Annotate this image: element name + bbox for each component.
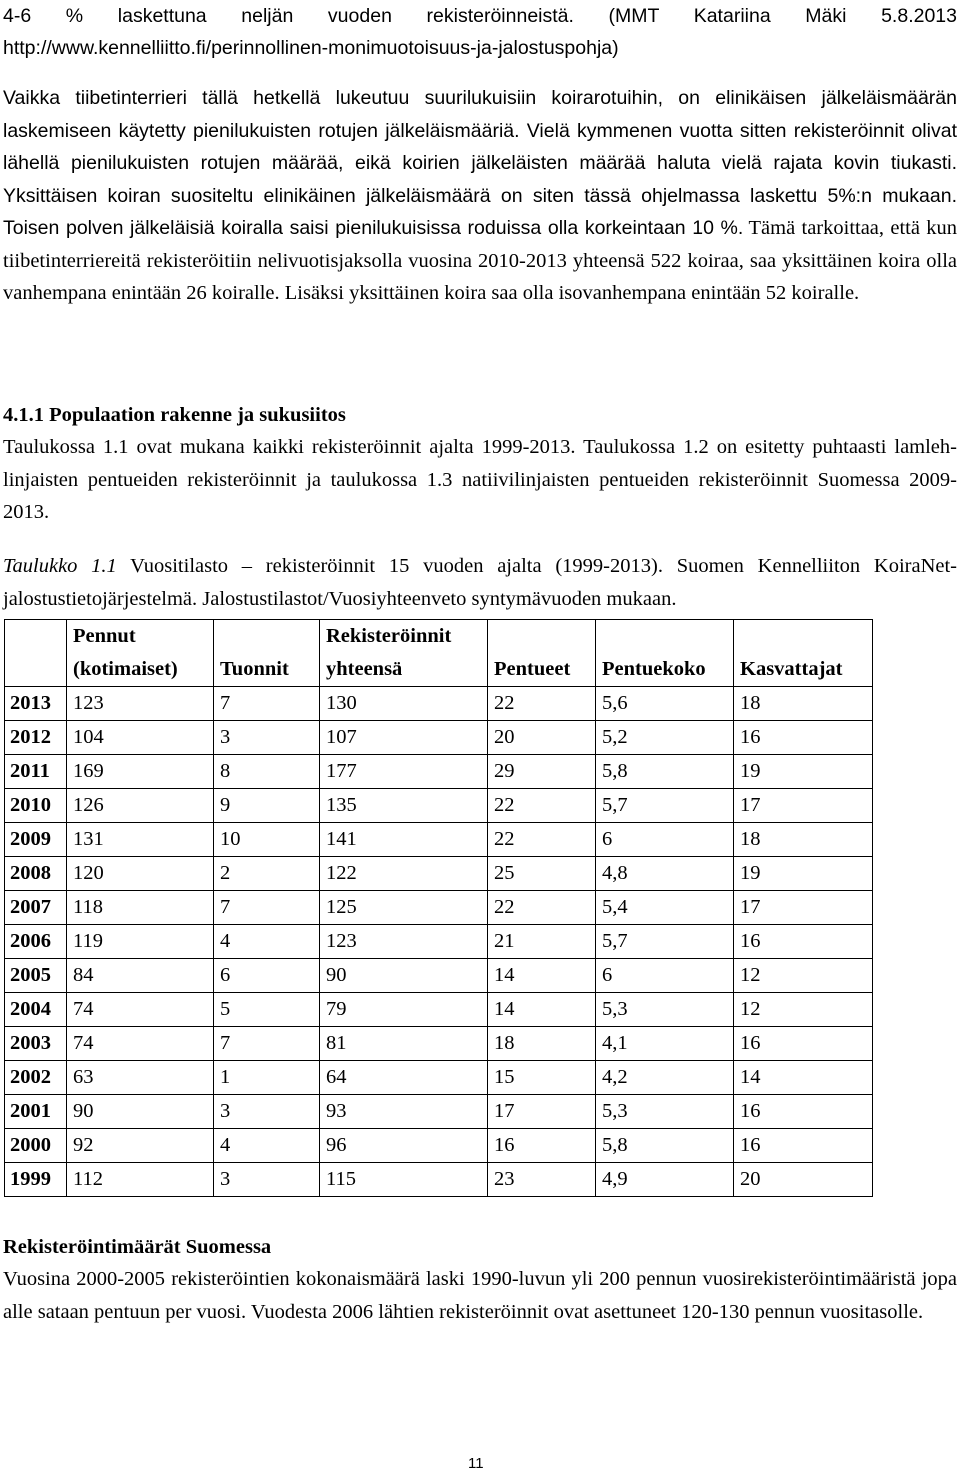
table-row [5,959,873,993]
table-cell: 22 [488,823,596,857]
table-cell: 20 [488,721,596,755]
table-cell: 107 [320,721,488,755]
table-cell: 64 [320,1061,488,1095]
table-cell: 1 [214,1061,320,1095]
table-cell: 6 [214,959,320,993]
table-cell: 16 [488,1129,596,1163]
table-cell: 4,9 [596,1163,734,1197]
header-tuonnit: Tuonnit [214,620,320,687]
table-cell-year: 2010 [5,789,67,823]
table-cell: 9 [214,789,320,823]
table-row [5,1027,873,1061]
table-cell: 20 [734,1163,873,1197]
table-cell: 84 [67,959,214,993]
table-row [5,687,873,721]
table-cell-year: 1999 [5,1163,67,1197]
table-cell: 14 [488,993,596,1027]
table-caption-label: Taulukko 1.1 [3,555,117,577]
table-cell-year: 2000 [5,1129,67,1163]
table-caption-text: Vuositilasto – rekisteröinnit 15 vuoden ajalta (1999-2013). Suomen Kennelliiton KoiraNet-jalostustietojärjestelmä. Jalostustilastot/Vuosiyhteenveto syntymävuoden mukaan. [3,555,957,610]
table-cell: 5,3 [596,1095,734,1129]
registration-heading: Rekisteröintimäärät Suomessa [3,1236,272,1258]
table-cell: 29 [488,755,596,789]
table-cell: 8 [214,755,320,789]
table-row [5,721,873,755]
table-cell-year: 2011 [5,755,67,789]
table-cell: 14 [734,1061,873,1095]
table-cell: 141 [320,823,488,857]
table-cell: 16 [734,1027,873,1061]
table-cell-year: 2005 [5,959,67,993]
table-cell: 16 [734,925,873,959]
page-number: 11 [468,1455,484,1472]
table-cell: 96 [320,1129,488,1163]
table-cell: 74 [67,993,214,1027]
table-cell: 63 [67,1061,214,1095]
table-body [5,687,873,1197]
table-row [5,823,873,857]
table-caption [3,550,957,615]
table-row [5,993,873,1027]
table-cell: 17 [734,789,873,823]
intro-link-line: http://www.kennelliitto.fi/perinnollinen-monimuotoisuus-ja-jalostuspohja) [3,37,619,59]
table-cell-year: 2002 [5,1061,67,1095]
table-cell: 123 [320,925,488,959]
table-cell: 7 [214,687,320,721]
registration-stats-table [4,619,873,1197]
table-cell: 17 [734,891,873,925]
table-cell: 4,8 [596,857,734,891]
table-row [5,857,873,891]
table-cell: 123 [67,687,214,721]
table-cell: 118 [67,891,214,925]
table-row [5,1061,873,1095]
table-cell: 18 [734,687,873,721]
table-cell-year: 2001 [5,1095,67,1129]
table-row [5,1129,873,1163]
table-cell: 74 [67,1027,214,1061]
table-cell: 4,1 [596,1027,734,1061]
table-cell: 81 [320,1027,488,1061]
table-cell: 5,8 [596,755,734,789]
table-cell: 5,4 [596,891,734,925]
table-cell-year: 2012 [5,721,67,755]
table-cell: 112 [67,1163,214,1197]
table-cell: 5,8 [596,1129,734,1163]
table-cell: 5 [214,993,320,1027]
table-cell: 90 [320,959,488,993]
table-cell: 7 [214,891,320,925]
table-row [5,755,873,789]
table-cell-year: 2006 [5,925,67,959]
table-cell: 5,7 [596,925,734,959]
table-cell: 135 [320,789,488,823]
table-cell: 16 [734,1095,873,1129]
table-cell-year: 2013 [5,687,67,721]
table-cell: 15 [488,1061,596,1095]
table-cell: 92 [67,1129,214,1163]
table-row [5,925,873,959]
table-cell: 93 [320,1095,488,1129]
header-rekisteroinnit: Rekisteröinnit yhteensä [320,620,488,687]
table-cell: 90 [67,1095,214,1129]
table-cell: 12 [734,959,873,993]
table-cell: 19 [734,857,873,891]
table-cell: 5,2 [596,721,734,755]
table-cell: 5,6 [596,687,734,721]
table-cell: 6 [596,959,734,993]
header-pennut: Pennut (kotimaiset) [67,620,214,687]
header-pentuekoko: Pentuekoko [596,620,734,687]
breeding-paragraph [3,82,957,310]
table-cell: 16 [734,721,873,755]
registration-paragraph: Vuosina 2000-2005 rekisteröintien kokonaismäärä laski 1990-luvun yli 200 pennun vuosirekisteröintimääristä jopa alle sataan pentuun per vuosi. Vuodesta 2006 lähtien rekisteröinnit ovat asettuneet 120-130 pennun vuositasolle. [3,1268,957,1323]
table-cell: 130 [320,687,488,721]
table-cell: 4 [214,925,320,959]
breeding-paragraph-serif: Tämä tarkoittaa, että kun tiibetinterriereitä rekisteröitiin nelivuotisjaksolla vuosina 2010-2013 yhteensä 522 koiraa, saa yksittäinen koira olla vanhempana enintään 26 koiralle. Lisäksi yksittäinen koira saa olla isovanhempana enintään 52 koiralle. [3,217,958,304]
table-cell-year: 2004 [5,993,67,1027]
table-cell: 21 [488,925,596,959]
table-cell: 3 [214,1163,320,1197]
table-cell: 16 [734,1129,873,1163]
table-cell: 169 [67,755,214,789]
table-cell: 10 [214,823,320,857]
table-cell: 18 [488,1027,596,1061]
table-cell: 17 [488,1095,596,1129]
table-cell: 125 [320,891,488,925]
table-cell: 14 [488,959,596,993]
table-cell: 23 [488,1163,596,1197]
table-cell: 2 [214,857,320,891]
table-cell: 3 [214,721,320,755]
section-heading: 4.1.1 Populaation rakenne ja sukusiitos [3,404,346,426]
table-cell-year: 2009 [5,823,67,857]
table-cell: 4 [214,1129,320,1163]
table-cell: 104 [67,721,214,755]
table-cell: 5,7 [596,789,734,823]
table-cell: 22 [488,789,596,823]
table-cell-year: 2007 [5,891,67,925]
table-cell: 177 [320,755,488,789]
table-row [5,1163,873,1197]
table-cell-year: 2003 [5,1027,67,1061]
table-cell: 12 [734,993,873,1027]
table-cell: 22 [488,687,596,721]
table-row [5,891,873,925]
table-cell: 19 [734,755,873,789]
table-cell: 25 [488,857,596,891]
table-cell: 5,3 [596,993,734,1027]
table-cell: 7 [214,1027,320,1061]
table-header-row [5,620,873,687]
breeding-paragraph-sans: Vaikka tiibetinterrieri tällä hetkellä lukeutuu suurilukuisiin koirarotuihin, on elinikäisen jälkeläismäärän laskemiseen käytetty pienilukuisten rotujen jälkeläismääriä. Vielä kymmenen vuotta sitten rekisteröinnit olivat lähellä pienilukuisten rotujen määrää, eikä koirien jälkeläisten määrää haluta vielä rajata kovin tiukasti. Yksittäisen koiran suositeltu elinikäinen jälkeläismäärä on siten tässä ohjelmassa laskettu 5%:n mukaan. Toisen polven jälkeläisiä koiralla saisi pienilukuisissa roduissa olla korkeintaan 10 %. [3,87,957,239]
table-cell: 115 [320,1163,488,1197]
table-cell: 126 [67,789,214,823]
table-cell: 22 [488,891,596,925]
table-row [5,1095,873,1129]
table-cell: 6 [596,823,734,857]
section-paragraph: Taulukossa 1.1 ovat mukana kaikki rekisteröinnit ajalta 1999-2013. Taulukossa 1.2 on esitetty puhtaasti lamleh-linjaisten pentueiden rekisteröinnit ja taulukossa 1.3 natiivilinjaisten pentueiden rekisteröinnit Suomessa 2009-2013. [3,436,957,523]
header-kasvattajat: Kasvattajat [734,620,873,687]
table-cell: 119 [67,925,214,959]
table-cell: 4,2 [596,1061,734,1095]
table-cell: 18 [734,823,873,857]
table-cell: 3 [214,1095,320,1129]
table-cell-year: 2008 [5,857,67,891]
header-year [5,620,67,687]
table-cell: 122 [320,857,488,891]
table-cell: 131 [67,823,214,857]
table-cell: 120 [67,857,214,891]
intro-line-1: 4-6 % laskettuna neljän vuoden rekisteröinneistä. (MMT Katariina Mäki 5.8.2013 [3,5,957,27]
table-row [5,789,873,823]
table-cell: 79 [320,993,488,1027]
header-pentueet: Pentueet [488,620,596,687]
